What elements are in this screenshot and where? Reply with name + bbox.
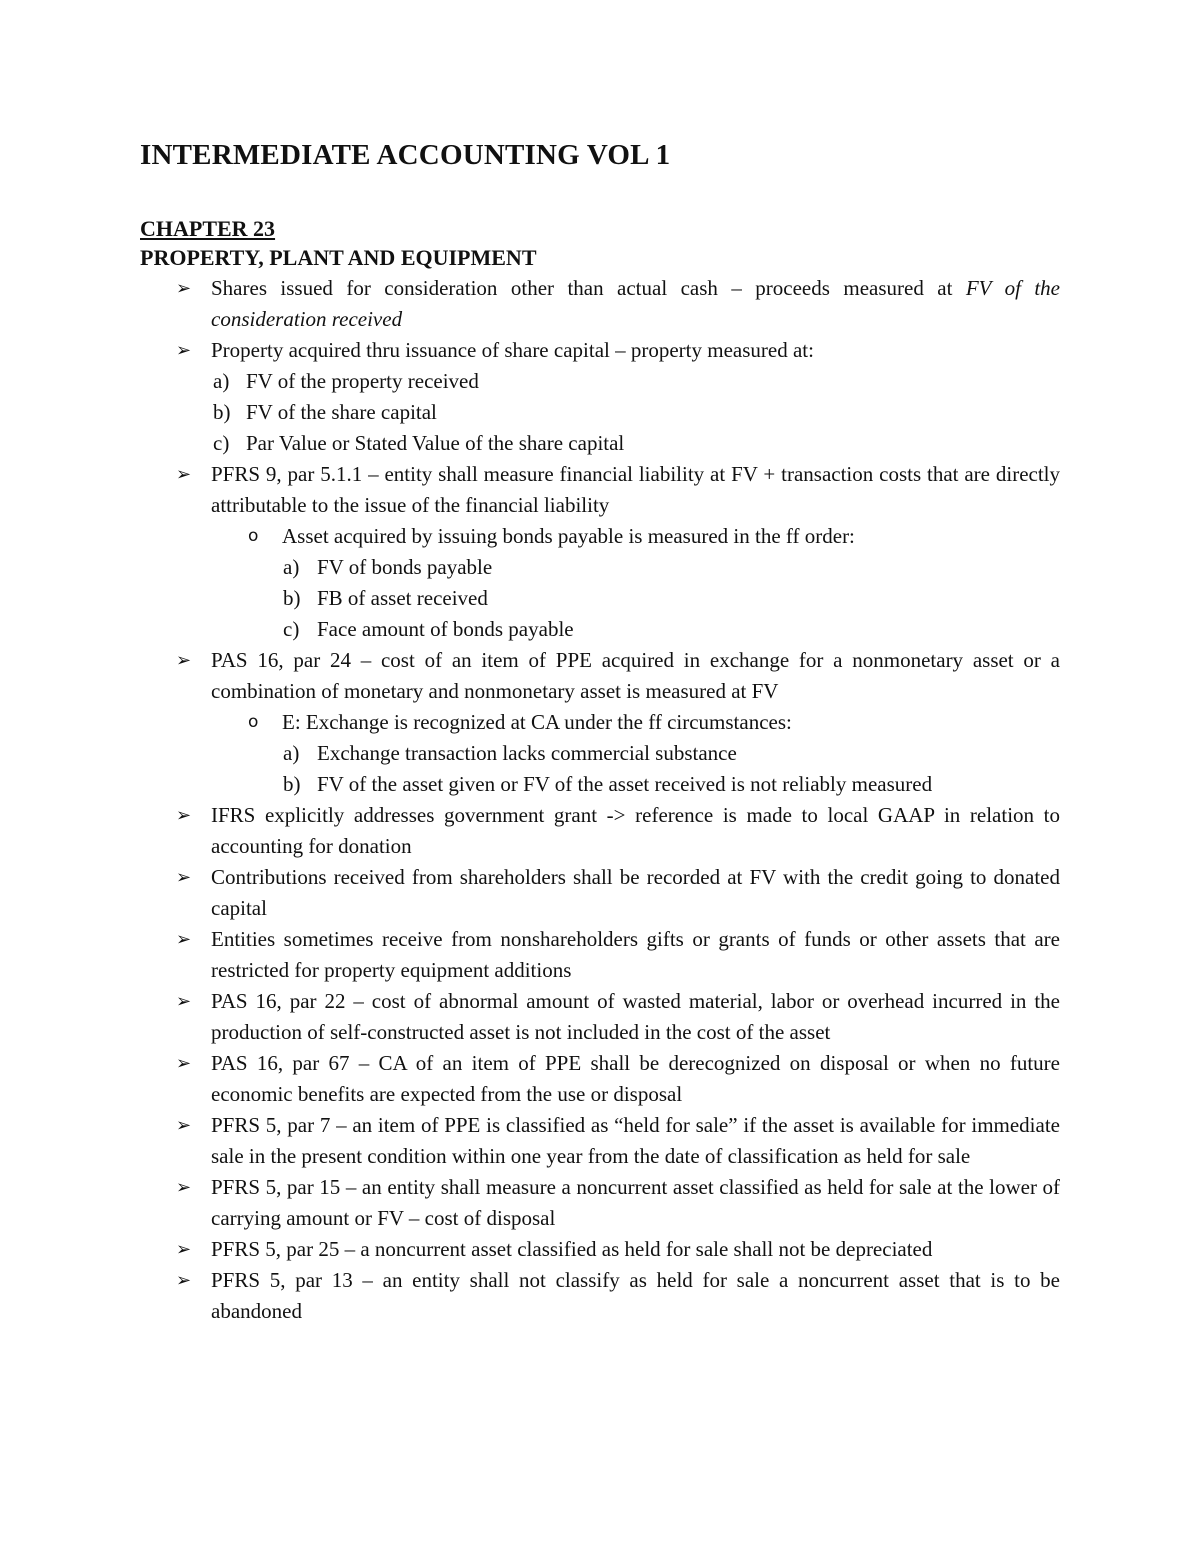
- lettered-list: [211, 738, 1060, 800]
- circle-bullet-icon: o: [248, 711, 259, 732]
- arrow-bullet-icon: ➢: [176, 804, 192, 826]
- lettered-marker: a): [283, 740, 300, 765]
- sub-point: [140, 707, 1060, 738]
- sub-point-text: Asset acquired by issuing bonds payable is measured in the ff order:: [282, 523, 855, 548]
- arrow-bullet-icon: ➢: [176, 649, 192, 671]
- lettered-list: [211, 366, 1060, 459]
- chapter-heading: CHAPTER 23: [140, 215, 276, 241]
- lettered-text: Exchange transaction lacks commercial substance: [317, 740, 737, 765]
- bullet-text-main: PFRS 5, par 13 – an entity shall not classify as held for sale a noncurrent asset that is to be abandoned: [211, 1267, 1060, 1323]
- bullet-text-main: PAS 16, par 24 – cost of an item of PPE acquired in exchange for a nonmonetary asset or a combination of monetary and nonmonetary asset is measured at FV: [211, 647, 1060, 703]
- bullet-text: [211, 1110, 1060, 1172]
- lettered-text: Face amount of bonds payable: [317, 616, 574, 641]
- lettered-item: [140, 552, 1060, 583]
- lettered-list: [211, 552, 1060, 645]
- bullet-text: [211, 1172, 1060, 1234]
- bullet-text: [211, 1234, 1060, 1265]
- arrow-bullet-icon: ➢: [176, 1114, 192, 1136]
- bullet-text-main: PAS 16, par 67 – CA of an item of PPE shall be derecognized on disposal or when no future economic benefits are expected from the use or disposal: [211, 1050, 1060, 1106]
- bullet-item: [140, 645, 1060, 800]
- bullet-text: [211, 459, 1060, 521]
- lettered-text: FV of bonds payable: [317, 554, 493, 579]
- bullet-text: [211, 645, 1060, 707]
- lettered-marker: c): [213, 430, 230, 455]
- lettered-marker: b): [283, 585, 301, 610]
- bullet-text: [211, 800, 1060, 862]
- sub-point: [140, 521, 1060, 552]
- bullet-text-main: PFRS 5, par 15 – an entity shall measure a noncurrent asset classified as held for sale at the lower of carrying amount or FV – cost of disposal: [211, 1174, 1060, 1230]
- circle-bullet-icon: o: [248, 525, 259, 546]
- bullet-item: [140, 1110, 1060, 1172]
- section-heading: PROPERTY, PLANT AND EQUIPMENT: [140, 244, 537, 270]
- bullet-text-main: IFRS explicitly addresses government grant -> reference is made to local GAAP in relation to accounting for donation: [211, 802, 1060, 858]
- document-title: INTERMEDIATE ACCOUNTING VOL 1: [140, 139, 671, 171]
- document-page: [140, 140, 1060, 1327]
- lettered-text: FV of the asset given or FV of the asset received is not reliably measured: [317, 771, 933, 796]
- lettered-marker: b): [283, 771, 301, 796]
- bullet-text: [211, 862, 1060, 924]
- lettered-text: Par Value or Stated Value of the share capital: [246, 430, 625, 455]
- bullet-item: [140, 459, 1060, 645]
- bullet-item: [140, 1048, 1060, 1110]
- bullet-text: [211, 986, 1060, 1048]
- lettered-text: FV of the property received: [246, 368, 479, 393]
- lettered-marker: b): [213, 399, 231, 424]
- bullet-item: [140, 800, 1060, 862]
- bullet-text: [211, 273, 1060, 335]
- lettered-item: [140, 614, 1060, 645]
- bullet-text-main: PAS 16, par 22 – cost of abnormal amount of wasted material, labor or overhead incurred in the production of self-constructed asset is not included in the cost of the asset: [211, 988, 1060, 1044]
- arrow-bullet-icon: ➢: [176, 1269, 192, 1291]
- bullet-list: [140, 273, 1060, 1327]
- bullet-text: [211, 924, 1060, 986]
- bullet-item: [140, 273, 1060, 335]
- lettered-marker: a): [283, 554, 300, 579]
- bullet-item: [140, 1172, 1060, 1234]
- bullet-item: [140, 335, 1060, 459]
- lettered-item: [140, 583, 1060, 614]
- arrow-bullet-icon: ➢: [176, 1052, 192, 1074]
- sub-point-text: E: Exchange is recognized at CA under the ff circumstances:: [282, 709, 792, 734]
- bullet-item: [140, 1265, 1060, 1327]
- arrow-bullet-icon: ➢: [176, 277, 192, 299]
- bullet-text-main: PFRS 5, par 7 – an item of PPE is classified as “held for sale” if the asset is available for immediate sale in the present condition within one year from the date of classification as held for sale: [211, 1112, 1060, 1168]
- bullet-text-main: PFRS 5, par 25 – a noncurrent asset classified as held for sale shall not be depreciated: [211, 1236, 933, 1261]
- lettered-item: [140, 769, 1060, 800]
- bullet-text-main: Entities sometimes receive from nonshareholders gifts or grants of funds or other assets that are restricted for property equipment additions: [211, 926, 1060, 982]
- arrow-bullet-icon: ➢: [176, 463, 192, 485]
- arrow-bullet-icon: ➢: [176, 866, 192, 888]
- lettered-marker: c): [283, 616, 300, 641]
- bullet-text: [211, 1265, 1060, 1327]
- lettered-marker: a): [213, 368, 230, 393]
- bullet-text-main: Contributions received from shareholders shall be recorded at FV with the credit going to donated capital: [211, 864, 1060, 920]
- lettered-item: [140, 428, 1060, 459]
- bullet-text: [211, 335, 1060, 366]
- bullet-text-main: Property acquired thru issuance of share capital – property measured at:: [211, 337, 814, 362]
- bullet-text-emphasis: FV of the consideration received: [211, 275, 1060, 331]
- arrow-bullet-icon: ➢: [176, 990, 192, 1012]
- lettered-text: FV of the share capital: [246, 399, 437, 424]
- lettered-text: FB of asset received: [317, 585, 488, 610]
- bullet-item: [140, 1234, 1060, 1265]
- arrow-bullet-icon: ➢: [176, 339, 192, 361]
- bullet-text-main: PFRS 9, par 5.1.1 – entity shall measure financial liability at FV + transaction costs that are directly attributable to the issue of the financial liability: [211, 461, 1060, 517]
- arrow-bullet-icon: ➢: [176, 1238, 192, 1260]
- bullet-text: [211, 1048, 1060, 1110]
- arrow-bullet-icon: ➢: [176, 928, 192, 950]
- lettered-item: [140, 366, 1060, 397]
- bullet-item: [140, 986, 1060, 1048]
- lettered-item: [140, 738, 1060, 769]
- arrow-bullet-icon: ➢: [176, 1176, 192, 1198]
- bullet-text-main: Shares issued for consideration other than actual cash – proceeds measured at: [211, 275, 966, 300]
- bullet-item: [140, 862, 1060, 924]
- bullet-item: [140, 924, 1060, 986]
- lettered-item: [140, 397, 1060, 428]
